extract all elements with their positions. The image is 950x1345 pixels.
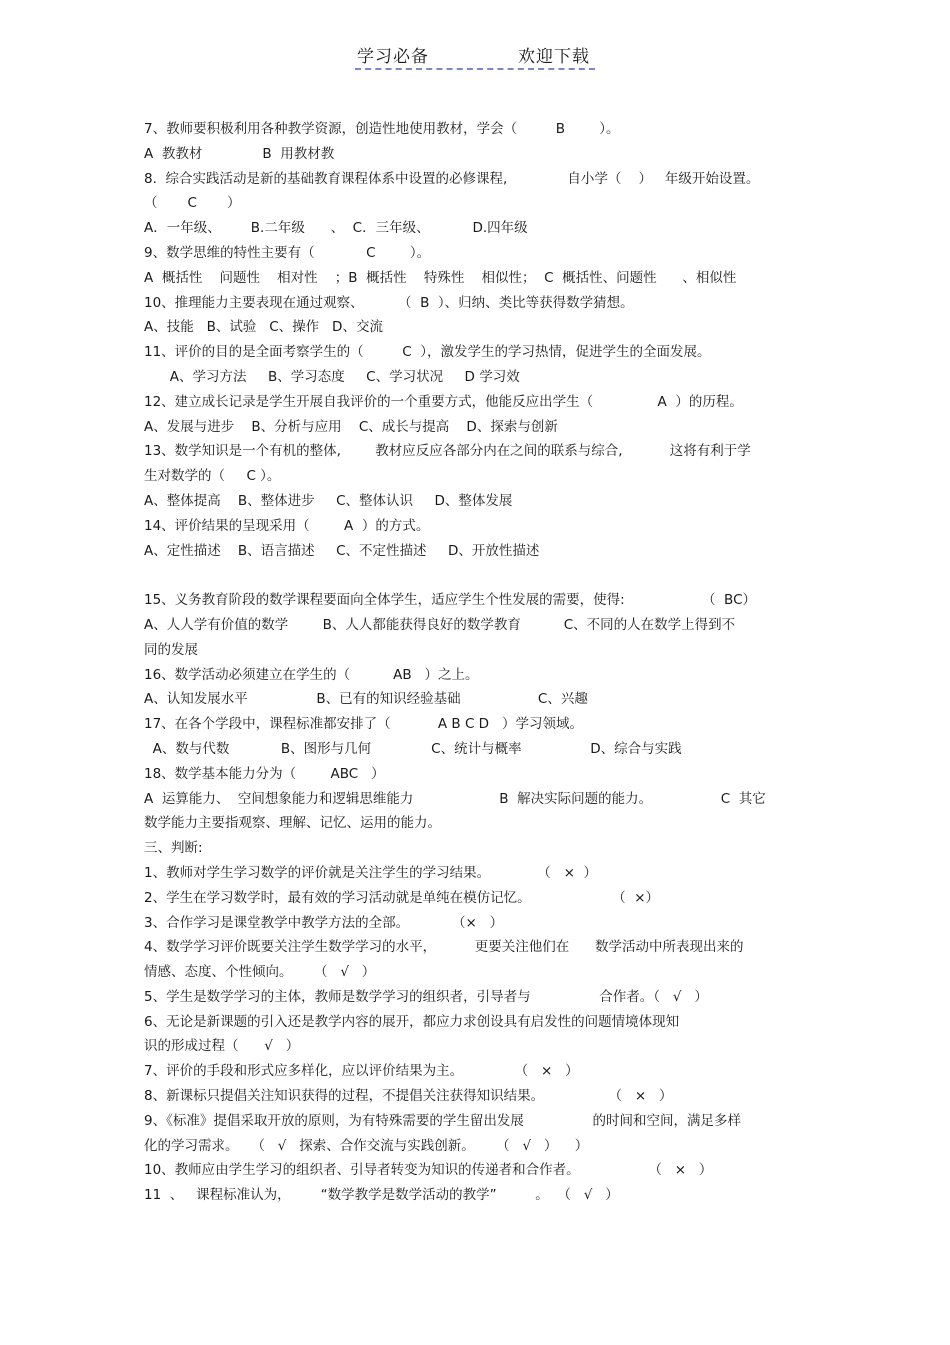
text-line: 4、数学学习评价既要关注学生数学学习的水平， 更要关注他们在 数学活动中所表现出来的 xyxy=(144,939,744,956)
text-line: 6、无论是新课题的引入还是教学内容的展开，都应力求创设具有启发性的问题情境体现知 xyxy=(144,1013,680,1030)
text-line: 16、数学活动必须建立在学生的（ AB ）之上。 xyxy=(144,666,479,683)
text-line: 9、数学思维的特性主要有（ C ）。 xyxy=(144,244,431,261)
text-line: 8、新课标只提倡关注知识获得的过程，不提倡关注获得知识结果。 （ × ） xyxy=(144,1088,673,1105)
text-line: 3、合作学习是课堂教学中教学方法的全部。 （× ） xyxy=(144,914,504,931)
text-line: 数学能力主要指观察、理解、记忆、运用的能力。 xyxy=(144,815,441,832)
text-line: 15、义务教育阶段的数学课程要面向全体学生，适应学生个性发展的需要，使得: （ BC） xyxy=(144,592,757,609)
text-line: 12、建立成长记录是学生开展自我评价的一个重要方式，他能反应出学生（ A ）的历程。 xyxy=(144,393,743,410)
text-line: A、学习方法 B、学习态度 C、学习状况 D 学习效 xyxy=(144,368,520,385)
text-line: 17、在各个学段中，课程标准都安排了（ A B C D ）学习领域。 xyxy=(144,716,583,733)
text-line: 9、《标准》提倡采取开放的原则，为有特殊需要的学生留出发展 的时间和空间，满足多样 xyxy=(144,1112,741,1129)
text-line: 7、教师要积极利用各种教学资源，创造性地使用教材，学会（ B ）。 xyxy=(144,121,620,137)
text-line: 2、学生在学习数学时，最有效的学习活动就是单纯在模仿记忆。 （ ×） xyxy=(144,889,660,906)
header-left-text: 学习必备 xyxy=(357,47,429,67)
section-heading: 三、判断: xyxy=(144,840,203,857)
text-line: A、认知发展水平 B、已有的知识经验基础 C、兴趣 xyxy=(144,691,588,708)
text-line: 5、学生是数学学习的主体，教师是数学学习的组织者，引导者与 合作者。（ √ ） xyxy=(144,988,708,1005)
text-line: A、定性描述 B、语言描述 C、不定性描述 D、开放性描述 xyxy=(144,542,540,559)
text-line: （ C ） xyxy=(144,195,241,212)
blank-line xyxy=(144,563,814,588)
document-body xyxy=(144,117,814,1208)
text-line: 7、评价的手段和形式应多样化，应以评价结果为主。 （ × ） xyxy=(144,1063,579,1080)
text-line: A、发展与进步 B、分析与应用 C、成长与提高 D、探索与创新 xyxy=(144,418,558,435)
text-line: 11 、 课程标准认为， “数学教学是数学活动的教学” 。 （ √ ） xyxy=(144,1187,619,1204)
text-line: A．一年级、 B.二年级 、 C．三年级、 D.四年级 xyxy=(144,220,528,237)
text-line: 同的发展 xyxy=(144,641,198,658)
text-line: 识的形成过程（ √ ） xyxy=(144,1038,300,1055)
page-header xyxy=(355,40,595,70)
text-line: 化的学习需求。 （ √ 探索、合作交流与实践创新。 （ √ ） ） xyxy=(144,1137,589,1154)
text-line: 10、推理能力主要表现在通过观察、 （ B ）、归纳、类比等获得数学猜想。 xyxy=(144,294,634,311)
text-line: 1、教师对学生学习数学的评价就是关注学生的学习结果。 （ × ） xyxy=(144,864,598,881)
text-line: A 教教材 B 用教材教 xyxy=(144,145,335,162)
text-line: 11、评价的目的是全面考察学生的（ C ），激发学生的学习热情，促进学生的全面发展。 xyxy=(144,344,711,361)
text-line: 10、教师应由学生学习的组织者、引导者转变为知识的传递者和合作者。 （ × ） xyxy=(144,1162,713,1179)
text-line: 18、数学基本能力分为（ ABC ） xyxy=(144,765,385,782)
text-line: 情感、态度、个性倾向。 （ √ ） xyxy=(144,964,376,981)
header-right-text: 欢迎下载 xyxy=(518,47,590,67)
text-line: A、数与代数 B、图形与几何 C、统计与概率 D、综合与实践 xyxy=(144,740,682,757)
text-line: 生对数学的（ C ）。 xyxy=(144,468,281,485)
text-line: A 概括性 问题性 相对性 ；B 概括性 特殊性 相似性； C 概括性、问题性 、相似性 xyxy=(144,269,737,286)
text-line: A、整体提高 B、整体进步 C、整体认识 D、整体发展 xyxy=(144,492,513,509)
text-line: A、人人学有价值的数学 B、人人都能获得良好的数学教育 C、不同的人在数学上得到不 xyxy=(144,616,736,633)
text-line: A、技能 B、试验 C、操作 D、交流 xyxy=(144,319,383,336)
text-line: A 运算能力、 空间想象能力和逻辑思维能力 B 解决实际问题的能力。 C 其它 xyxy=(144,790,766,807)
text-line: 14、评价结果的呈现采用（ A ）的方式。 xyxy=(144,517,430,534)
text-line: 13、数学知识是一个有机的整体, 教材应反应各部分内在之间的联系与综合, 这将有利于学 xyxy=(144,443,751,460)
text-line: 8. 综合实践活动是新的基础教育课程体系中设置的必修课程, 自小学（ ） 年级开始设置。 xyxy=(144,170,760,187)
